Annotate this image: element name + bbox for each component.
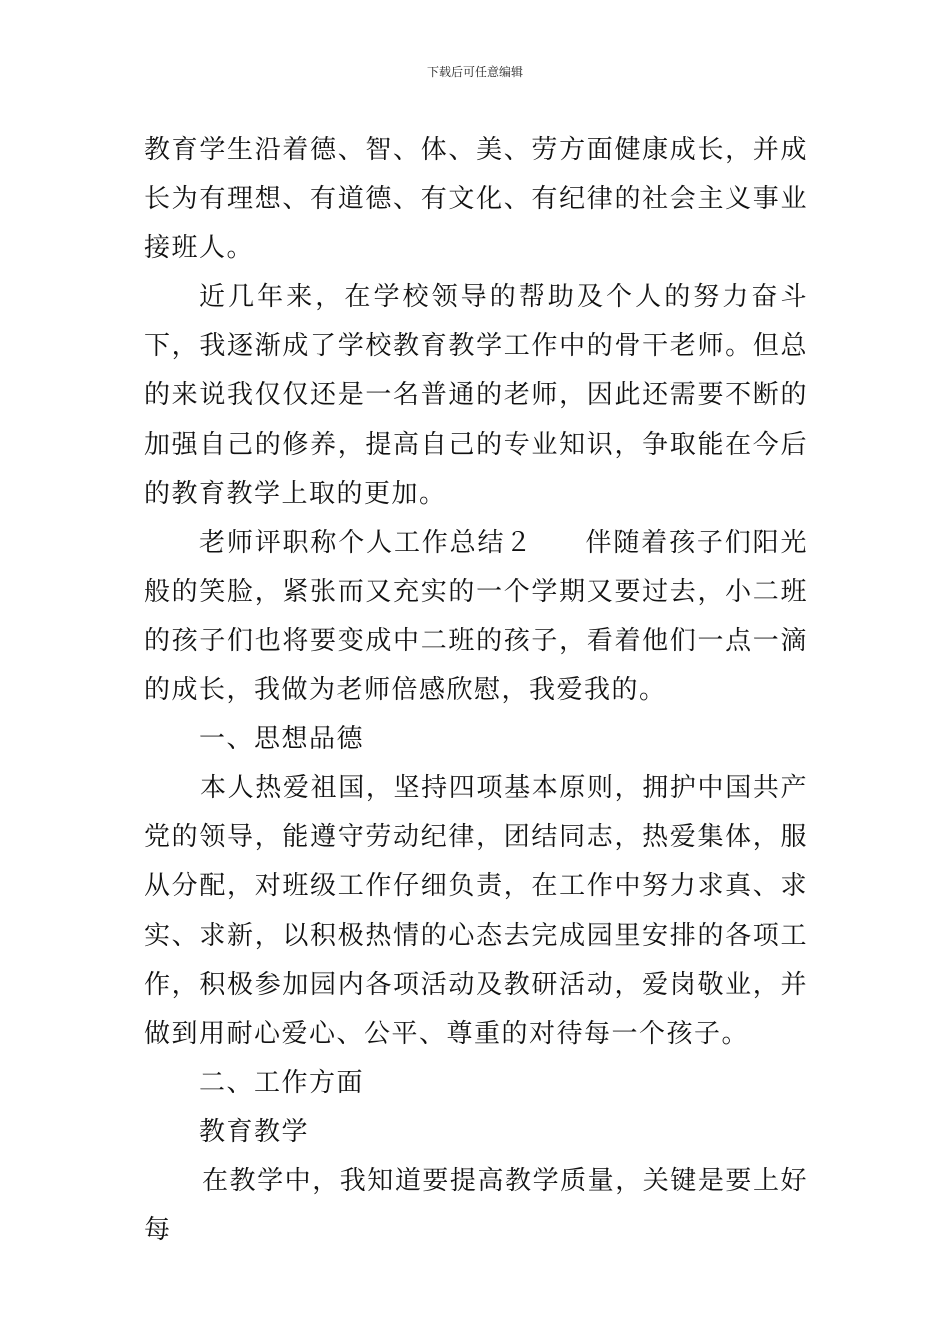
paragraph-teaching: 在教学中，我知道要提高教学质量，关键是要上好每 <box>144 1165 808 1246</box>
paragraph-intro: 教育学生沿着德、智、体、美、劳方面健康成长，并成长为有理想、有道德、有文化、有纪律的社会主义事业接班人。 <box>144 135 808 264</box>
subheading-teaching: 教育教学 <box>199 1116 310 1147</box>
heading-moral-character: 一、思想品德 <box>199 724 365 755</box>
document-body <box>144 126 808 1255</box>
summary-title: 老师评职称个人工作总结２ <box>199 527 534 558</box>
paragraph-summary-2 <box>144 519 808 715</box>
paragraph-moral-character: 本人热爱祖国，坚持四项基本原则，拥护中国共产党的领导，能遵守劳动纪律，团结同志，热爱集体，服从分配，对班级工作仔细负责，在工作中努力求真、求实、求新，以积极热情的心态去完成园里安排的各项工作，积极参加园内各项活动及教研活动，爱岗敬业，并做到用耐心爱心、公平、尊重的对待每一个孩子。 <box>144 773 808 1049</box>
heading-work: 二、工作方面 <box>199 1067 365 1098</box>
paragraph-recent-years: 近几年来，在学校领导的帮助及个人的努力奋斗下，我逐渐成了学校教育教学工作中的骨干老师。但总的来说我仅仅还是一名普通的老师，因此还需要不断的加强自己的修养，提高自己的专业知识，争取能在今后的教育教学上取的更加。 <box>144 282 808 509</box>
page-header: 下载后可任意编辑 <box>426 65 523 79</box>
summary-opening: 伴随着孩子们阳光般的笑脸，紧张而又充实的一个学期又要过去，小二班的孩子们也将要变成中二班的孩子，看着他们一点一滴的成长，我做为老师倍感欣慰，我爱我的。 <box>144 527 808 706</box>
